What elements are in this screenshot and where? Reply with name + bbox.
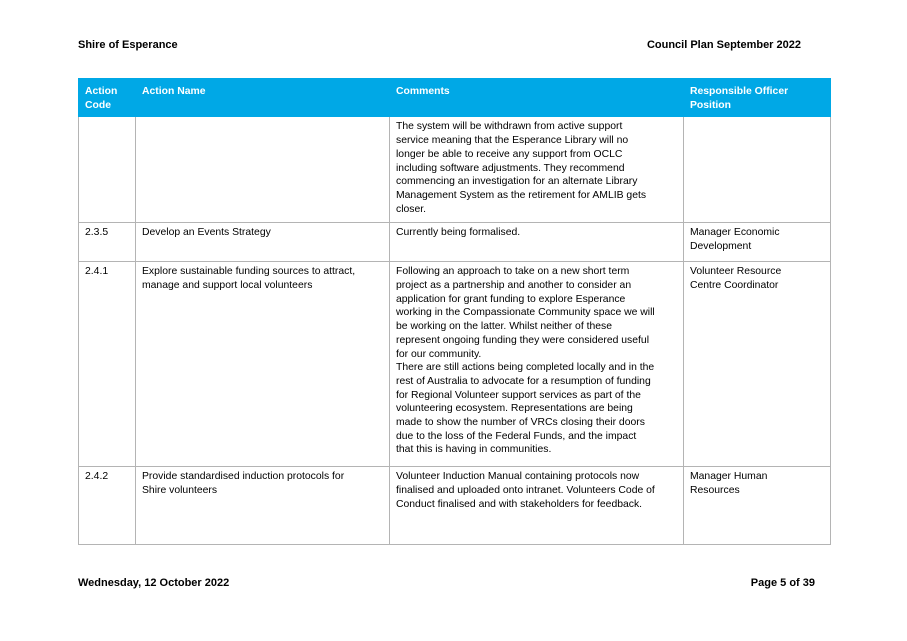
column-header-action-name: Action Name [136,79,390,117]
document-footer-page-number: Page 5 of 39 [750,577,815,589]
action-code-cell: 2.3.5 [79,223,136,262]
action-code-cell: 2.4.2 [79,467,136,545]
action-name-cell [136,117,390,223]
document-header-title: Council Plan September 2022 [646,39,801,51]
document-header-organisation: Shire of Esperance [78,39,178,51]
comments-cell: Volunteer Induction Manual containing protocols now finalised and uploaded onto intranet. Volunteers Code of Conduct finalised and with stakeholders for feedback. [390,467,684,545]
responsible-officer-cell: Manager Human Resources [684,467,831,545]
comments-cell: Following an approach to take on a new short term project as a partnership and another to consider an application for grant funding to explore Esperance working in the Compassionate Community space we will be working on the latter. Whilst neither of these represent ongoing funding they were considered useful for our community. There are still actions being completed locally and in the rest of Australia to advocate for a resumption of funding for Regional Volunteer support services as part of the volunteering ecosystem. Representations are being made to show the number of VRCs closing their doors due to the loss of the Federal Funds, and the impact that this is having in communities. [390,262,684,467]
responsible-officer-cell: Volunteer Resource Centre Coordinator [684,262,831,467]
table-header-row [79,79,831,117]
column-header-action-code: Action Code [79,79,136,117]
action-name-cell: Explore sustainable funding sources to attract, manage and support local volunteers [136,262,390,467]
action-code-cell: 2.4.1 [79,262,136,467]
table-row [79,223,831,262]
table-row [79,262,831,467]
column-header-comments: Comments [390,79,684,117]
action-name-cell: Develop an Events Strategy [136,223,390,262]
action-name-cell: Provide standardised induction protocols for Shire volunteers [136,467,390,545]
responsible-officer-cell [684,117,831,223]
action-code-cell [79,117,136,223]
comments-cell: The system will be withdrawn from active support service meaning that the Esperance Library will no longer be able to receive any support from OCLC including software adjustments. They recommend commencing an investigation for an alternate Library Management System as the retirement for AMLIB gets closer. [390,117,684,223]
document-footer-date: Wednesday, 12 October 2022 [78,577,230,589]
council-plan-table [78,78,831,545]
column-header-responsible-officer: Responsible Officer Position [684,79,831,117]
table-row [79,467,831,545]
comments-cell: Currently being formalised. [390,223,684,262]
table-row [79,117,831,223]
responsible-officer-cell: Manager Economic Development [684,223,831,262]
